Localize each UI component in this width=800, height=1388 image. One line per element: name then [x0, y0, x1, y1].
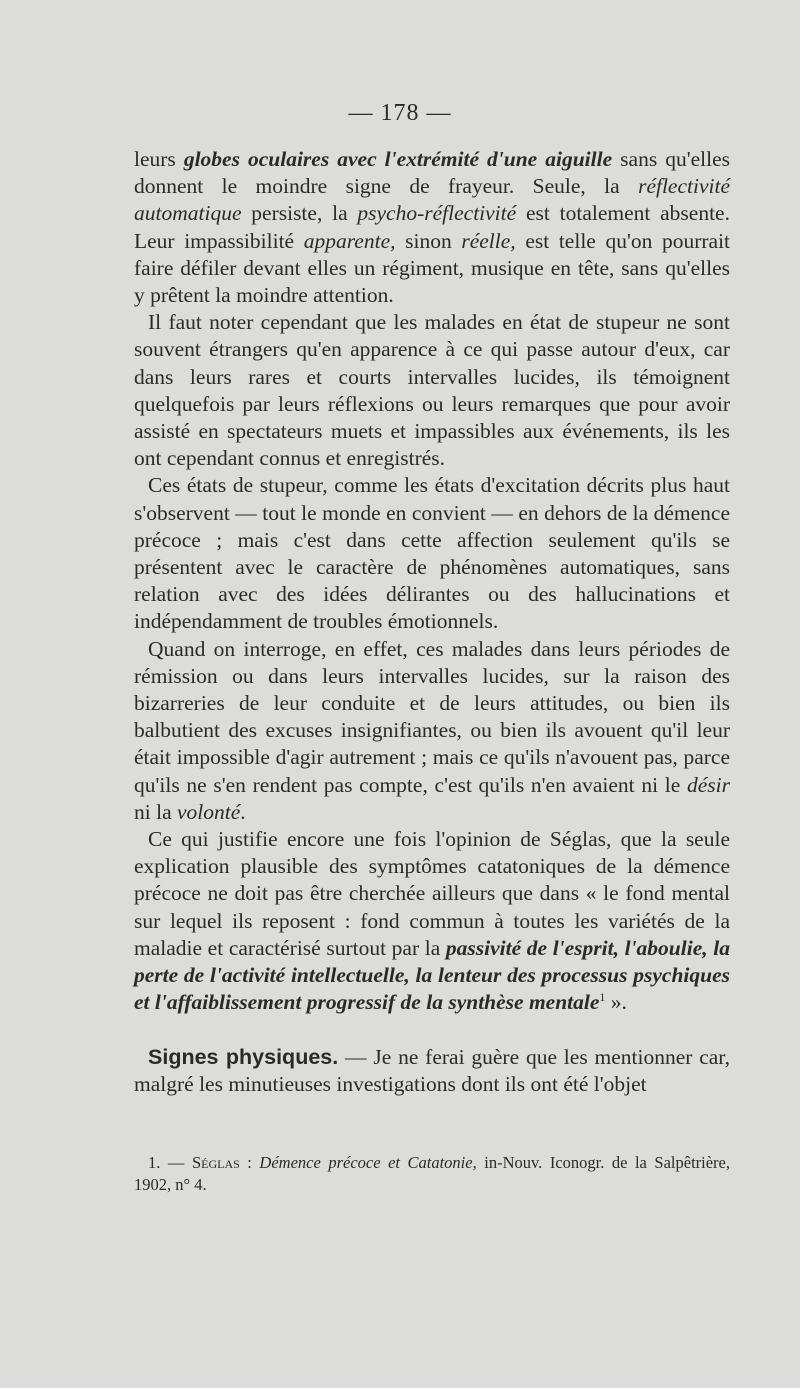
footnote-1 [134, 1152, 730, 1196]
paragraph-2: Il faut noter cependant que les malades en état de stupeur ne sont souvent étrangers qu'en apparence à ce qui passe autour d'eux, car dans leurs rares et courts intervalles lucides, ils témoignent quelquefois par leurs réflexions ou leurs remarques que pour avoir assisté en spectateurs muets et impassibles aux événements, ils les ont cependant connus et enregistrés. [134, 310, 730, 471]
paragraph-6 [134, 1044, 730, 1098]
text-run: Ce qui justifie encore une fois l'opinion de Séglas, que la seule explication plausible des symptômes catatoniques de la démence précoce ne doit pas être cherchée ailleurs que dans « le fond mental sur lequel ils reposent : fond commun à toutes les variétés de la maladie et caractérisé surtout par la [134, 827, 730, 960]
emphasis-text: désir [687, 772, 730, 797]
text-run: sans qu'elles donnent le moindre signe de frayeur. Seule, la [134, 147, 730, 199]
emphasis-text: réelle, [461, 228, 516, 253]
emphasis-text: passivité de l'esprit, l'aboulie, la perte de l'activité intellectuelle, la lenteur des processus psychiques et l'affaiblissement progressif de la synthèse mentale [134, 935, 730, 1015]
emphasis-text: globes oculaires avec l'extrémité d'une aiguille [183, 147, 613, 171]
emphasis-text: volonté [177, 799, 241, 824]
section-heading: Signes physiques. [148, 1044, 339, 1069]
page-number: — 178 — [348, 100, 452, 126]
text-run: — Je ne ferai guère que les mentionner car, malgré les minutieuses investigations dont ils ont été l'objet [134, 1044, 730, 1096]
footnote-number: 1. — [148, 1153, 192, 1172]
footnote-author: Séglas [191, 1153, 240, 1172]
paragraph-4 [134, 636, 730, 826]
paragraph-5 [134, 826, 730, 1016]
text-run: : [239, 1153, 260, 1172]
paragraph-1 [134, 146, 730, 309]
footnote-marker: 1 [599, 990, 606, 1005]
text-run: ». [605, 990, 627, 1015]
emphasis-text: réflectivité automatique [134, 174, 730, 226]
text-run: sinon [395, 228, 462, 253]
text-run: est totalement absente. Leur impassibilité [134, 201, 730, 253]
body-text [134, 146, 730, 1098]
text-run: ni la [134, 799, 177, 824]
text-run: . [240, 799, 246, 824]
text-run: leurs [134, 147, 184, 171]
text-run: persiste, la [241, 201, 358, 226]
footnote-title: Démence précoce et Catatonie, [259, 1153, 477, 1172]
emphasis-text: apparente, [303, 228, 396, 253]
text-run: est telle qu'on pourrait faire défiler devant elles un régiment, musique en tête, sans qu'elles y prêtent la moindre attention. [134, 228, 731, 308]
footnote [134, 1152, 730, 1196]
emphasis-text: psycho-réflectivité [357, 201, 517, 226]
paragraph-3: Ces états de stupeur, comme les états d'excitation décrits plus haut s'observent — tout le monde en convient — en dehors de la démence précoce ; mais c'est dans cette affection seulement qu'ils se présentent avec le caractère de phénomènes automatiques, sans relation avec des idées délirantes ou des hallucinations et indépendamment de troubles émotionnels. [134, 473, 730, 634]
text-run: in-Nouv. Iconogr. de la Salpêtrière, 1902, n° 4. [134, 1153, 730, 1194]
section-gap [134, 1017, 730, 1044]
text-run: Quand on interroge, en effet, ces malades dans leurs périodes de rémission ou dans leurs intervalles lucides, sur la raison des bizarreries de leur conduite et de leurs attitudes, ou bien ils balbutient des excuses insignifiantes, ou bien ils avouent qu'il leur était impossible d'agir autrement ; mais ce qu'ils n'avouent pas, parce qu'ils ne s'en rendent pas compte, c'est qu'ils n'en avaient ni le [134, 636, 730, 797]
